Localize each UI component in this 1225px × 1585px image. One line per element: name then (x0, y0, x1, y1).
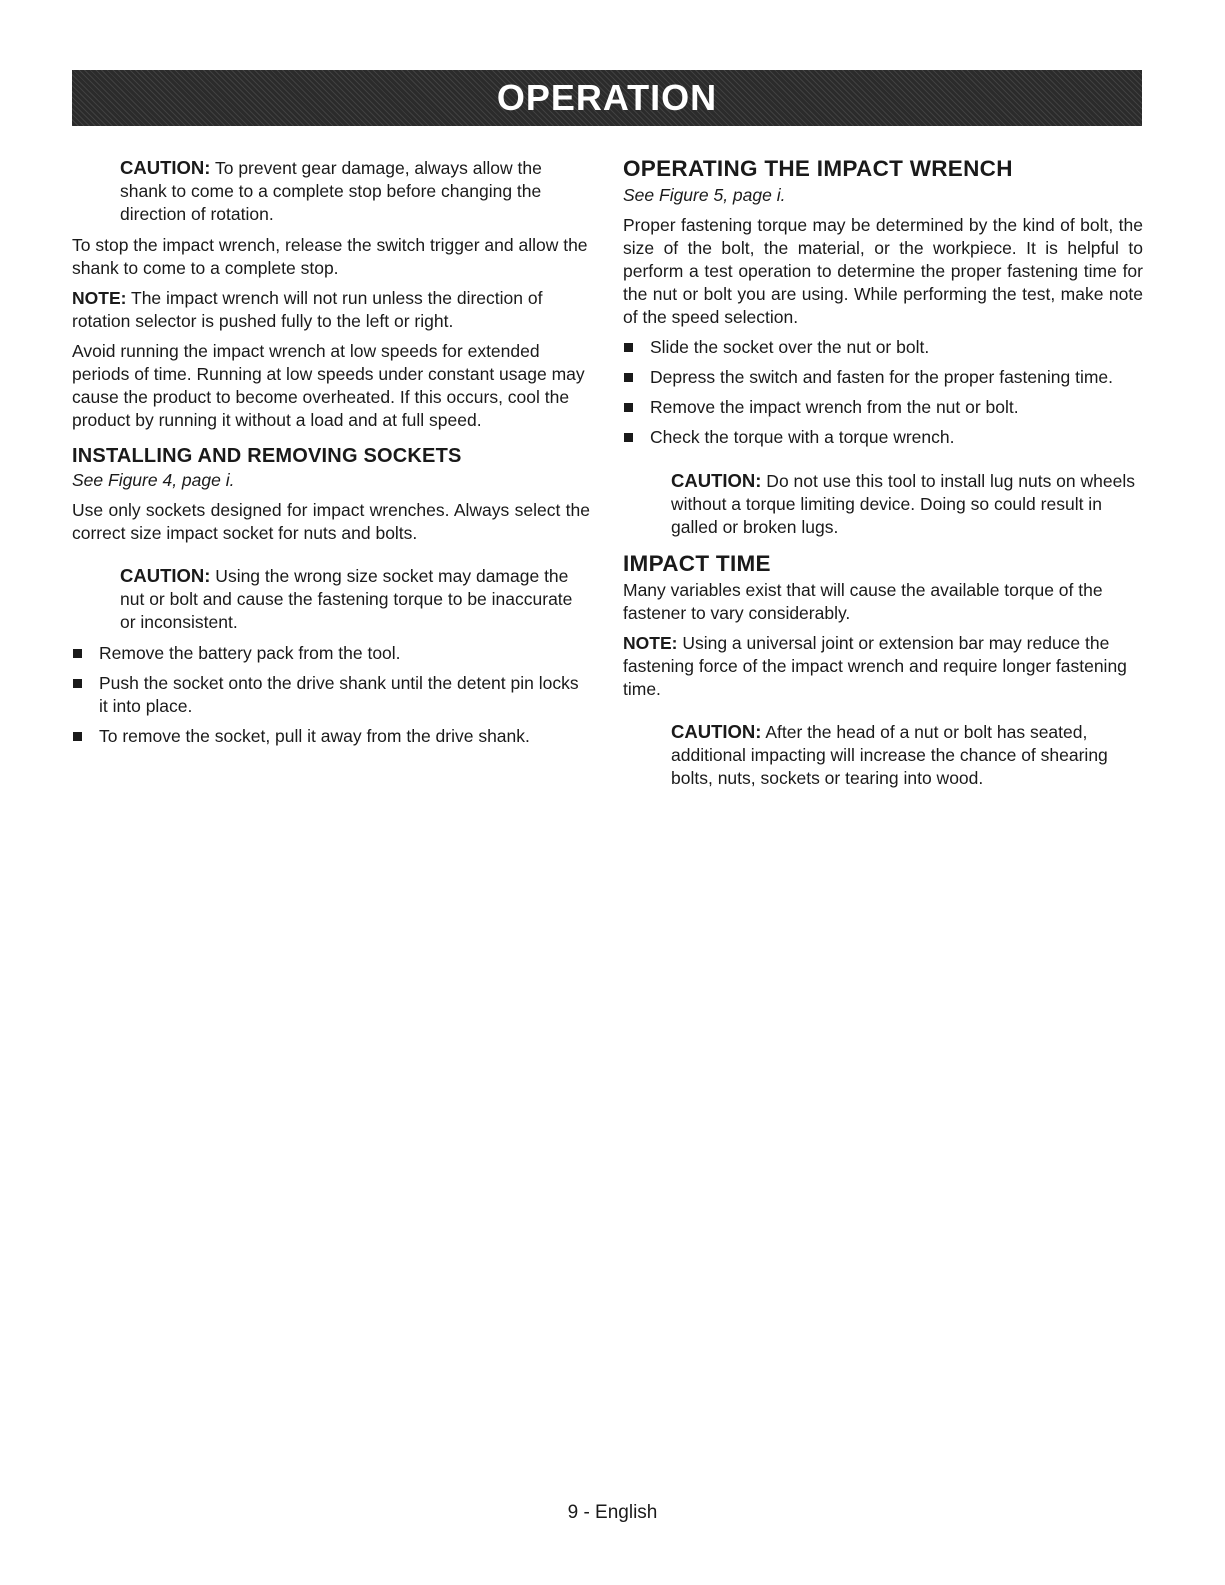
list-item: Depress the switch and fasten for the proper fastening time. (623, 366, 1143, 389)
heading-installing-sockets: INSTALLING AND REMOVING SOCKETS (72, 445, 462, 467)
socket-steps-list (72, 642, 590, 748)
caution-label: CAUTION: (120, 157, 211, 178)
list-item: Slide the socket over the nut or bolt. (623, 336, 1143, 359)
list-item: Remove the impact wrench from the nut or bolt. (623, 396, 1143, 419)
list-item: To remove the socket, pull it away from the drive shank. (72, 725, 590, 748)
square-bullet-icon (624, 373, 633, 382)
note-text: Using a universal joint or extension bar may reduce the fastening force of the impact wrench and require longer fastening time. (623, 633, 1127, 699)
square-bullet-icon (73, 679, 82, 688)
list-item: Push the socket onto the drive shank until the detent pin locks it into place. (72, 672, 590, 718)
caution-shearing (671, 720, 1143, 790)
list-item: Remove the battery pack from the tool. (72, 642, 590, 665)
torque-paragraph: Proper fastening torque may be determined by the kind of bolt, the size of the bolt, the material, or the workpiece. It is helpful to perform a test operation to determine the proper fastening time for the nut or bolt you are using. While performing the test, make note of the speed selection. (623, 215, 1143, 327)
section-banner (72, 70, 1142, 126)
caution-wrong-socket (120, 564, 590, 634)
left-column (72, 156, 590, 756)
square-bullet-icon (73, 732, 82, 741)
note-text: The impact wrench will not run unless the direction of rotation selector is pushed fully to the left or right. (72, 288, 543, 331)
low-speed-paragraph: Avoid running the impact wrench at low speeds for extended periods of time. Running at low speeds under constant usage may cause the product to become overheated. If this occurs, cool the product by running it without a load and at full speed. (72, 341, 585, 430)
figure-reference: See Figure 5, page i. (623, 185, 786, 205)
square-bullet-icon (624, 343, 633, 352)
section-title: OPERATION (496, 77, 718, 118)
page-number: 9 - English (567, 1502, 658, 1523)
caution-text: Using the wrong size socket may damage the nut or bolt and cause the fastening torque to be inaccurate or inconsistent. (120, 566, 573, 632)
note-direction (72, 287, 590, 333)
stop-paragraph: To stop the impact wrench, release the switch trigger and allow the shank to come to a complete stop. (72, 235, 588, 278)
right-column (623, 156, 1143, 798)
square-bullet-icon (73, 649, 82, 658)
caution-text: Do not use this tool to install lug nuts on wheels without a torque limiting device. Doing so could result in galled or broken lugs. (671, 471, 1135, 537)
caution-label: CAUTION: (120, 565, 211, 586)
square-bullet-icon (624, 433, 633, 442)
note-label: NOTE: (72, 288, 127, 308)
caution-text: To prevent gear damage, always allow the shank to come to a complete stop before changing the direction of rotation. (120, 158, 542, 224)
heading-operating-wrench: OPERATING THE IMPACT WRENCH (623, 156, 1013, 181)
note-label: NOTE: (623, 633, 678, 653)
sockets-paragraph: Use only sockets designed for impact wrenches. Always select the correct size impact socket for nuts and bolts. (72, 500, 590, 543)
figure-reference: See Figure 4, page i. (72, 470, 235, 490)
caution-text: After the head of a nut or bolt has seated, additional impacting will increase the chance of shearing bolts, nuts, sockets or tearing into wood. (671, 722, 1108, 788)
list-item: Check the torque with a torque wrench. (623, 426, 1143, 449)
variables-paragraph: Many variables exist that will cause the available torque of the fastener to vary considerably. (623, 580, 1103, 623)
square-bullet-icon (624, 403, 633, 412)
caution-gear-damage (120, 156, 590, 226)
test-steps-list (623, 336, 1143, 449)
note-universal-joint (623, 632, 1143, 701)
caution-label: CAUTION: (671, 470, 762, 491)
heading-impact-time: IMPACT TIME (623, 551, 771, 576)
caution-lug-nuts (671, 469, 1143, 539)
caution-label: CAUTION: (671, 721, 762, 742)
